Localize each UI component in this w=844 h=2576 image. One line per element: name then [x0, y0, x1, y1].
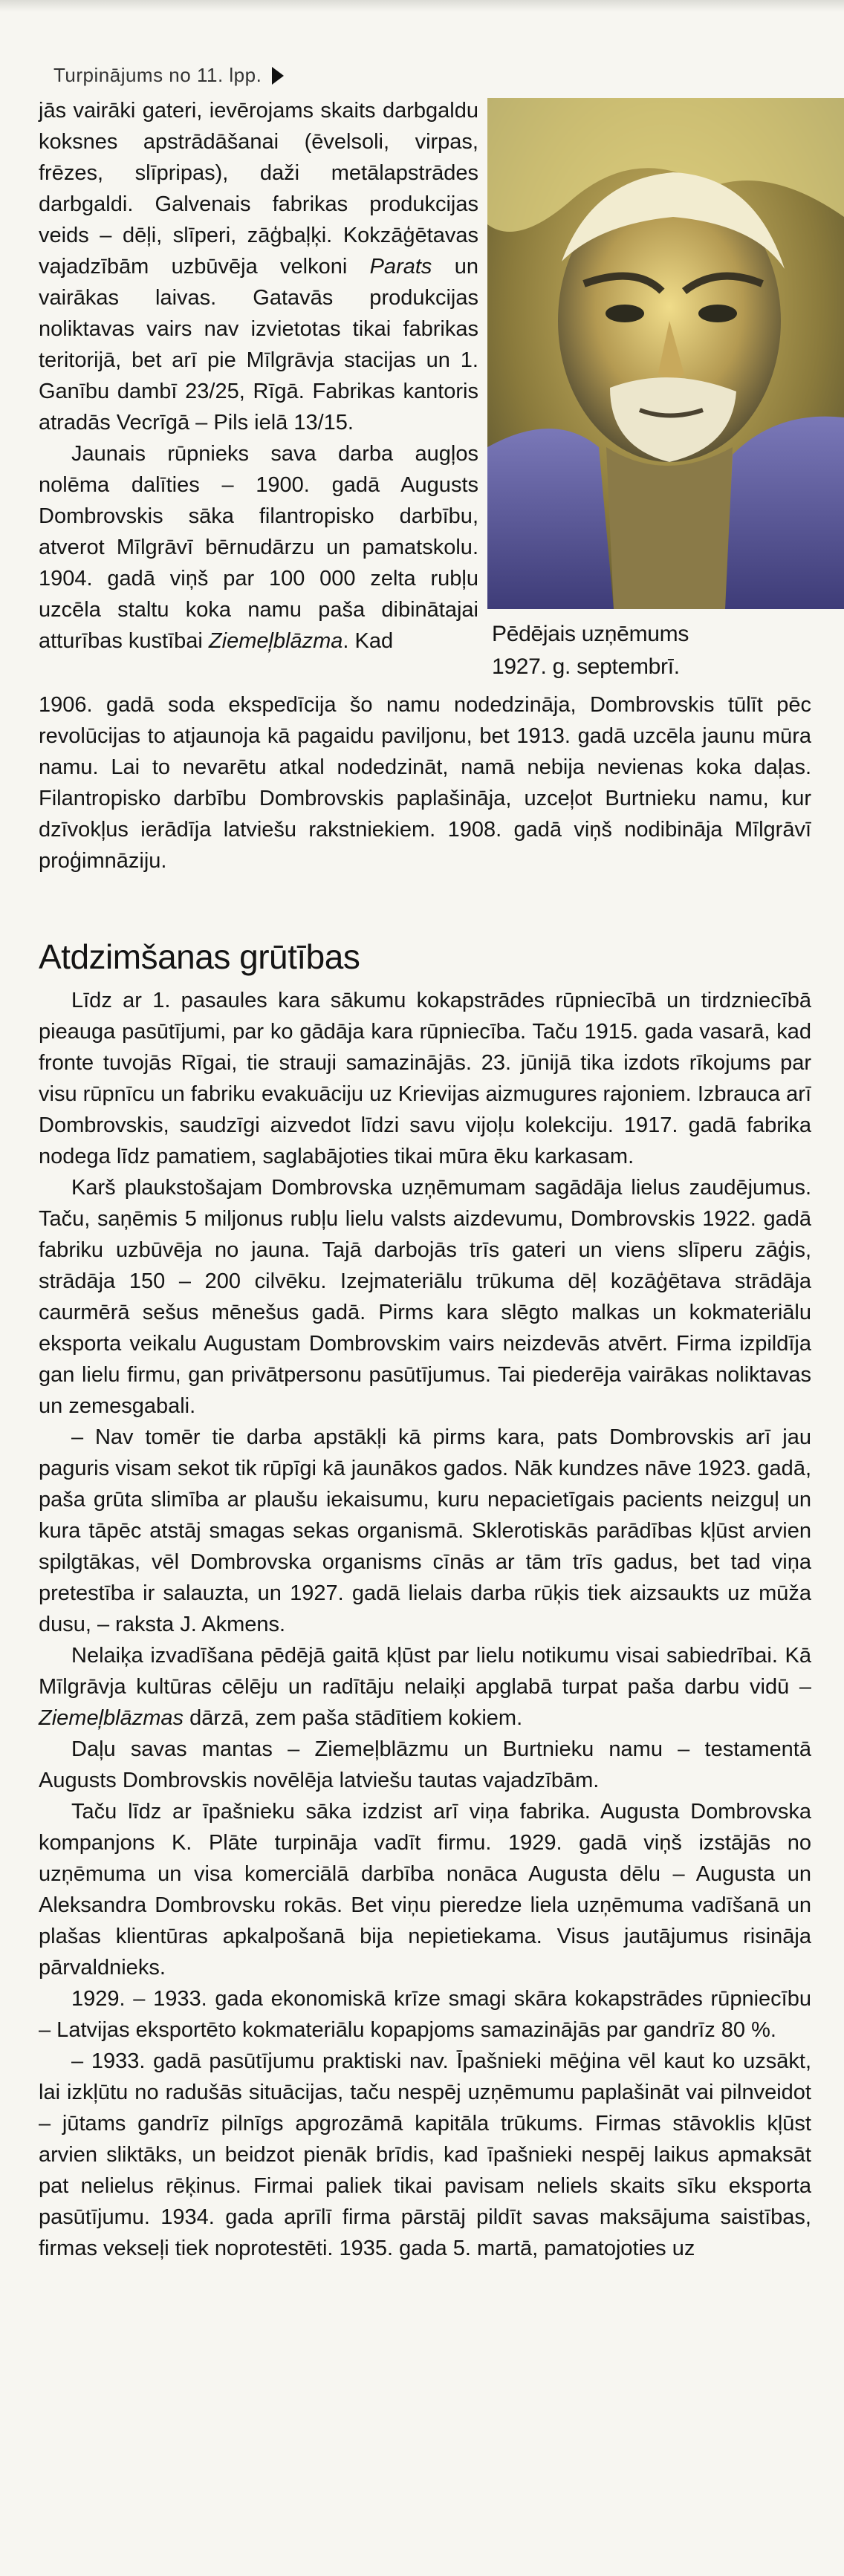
paragraph-text: dārzā, zem paša stādītiem kokiem. — [189, 1706, 523, 1730]
paragraph-text: . Kad — [343, 629, 394, 653]
arrow-right-icon — [272, 67, 284, 85]
paragraph: Karš plaukstošajam Dombrovska uzņēmumam sagādāja lielus zaudējumus. Taču, saņēmis 5 miljonus rubļu lielu valsts aizdevumu, Dombrovskis 1922. gadā fabriku uzbūvēja no jauna. Tajā darbojās trīs gateri un viens slīperu zāģis, strādāja 150 – 200 cilvēku. Izejmateriālu trūkuma dēļ kozāģētava strādāja caurmērā sešus mēnešus gadā. Pirms kara slēgto malkas un kokmateriālu eksporta veikalu Augustam Dombrovskim vairs neizdevās atvērt. Firma izpildīja gan lielu firmu, gan privātpersonu pasūtījumus. Tai piederēja vairākas noliktavas un zemesgabali. — [39, 1176, 811, 1418]
society-name: Ziemeļblāzma — [208, 629, 343, 653]
vessel-name: Parats — [369, 255, 432, 279]
paragraph-text: un vairākas laivas. Gatavās produkcijas noliktavas vairs nav izvietotas tikai fabrikas teritorijā, bet arī pie Mīlgrāvja stacijas un 1. Ganību dambī 23/25, Rīgā. Fabrikas kantoris atradās Vecrīgā – Pils ielā 13/15. — [39, 255, 478, 435]
section-heading: Atdzimšanas grūtības — [39, 937, 360, 976]
paragraph-text: jās vairāki gateri, ievērojams skaits darbgaldu koksnes apstrādāšanai (ēvelsoli, virpas, frēzes, slīpripas), daži metālapstrādes darbgaldi. Galvenais fabrikas produkcijas veids – dēļi, slīperi, zāģbaļķi. Kokzāģētavas vajadzībām uzbūvēja velkoni — [39, 99, 478, 279]
paragraph: – 1933. gadā pasūtījumu praktiski nav. Īpašnieki mēģina vēl kaut ko uzsākt, lai izkļūtu no radušās situācijas, taču nespēj uzņēmumu paplašināt vai pilnveidot – jūtams gandrīz pilnīgs apgrozāmā kapitāla trūkums. Firmas stāvoklis kļūst arvien sliktāks, un beidzot pienāk brīdis, kad īpašnieki nespēj laikus apmaksāt pat nelielus rēķinus. Firmai paliek tikai pavisam neliels skaits sīku eksporta pasūtījumu. 1934. gada aprīlī firma pārstāj pildīt savas maksājuma saistības, firmas vekseļi tiek noprotestēti. 1935. gada 5. martā, pamatojoties uz — [39, 2049, 811, 2260]
caption-line-1: Pēdējais uzņēmums — [492, 622, 689, 646]
paragraph: Daļu savas mantas – Ziemeļblāzmu un Burtnieku namu – testamentā Augusts Dombrovskis novēlēja latviešu tautas vajadzībām. — [39, 1737, 811, 1792]
portrait-icon — [487, 98, 844, 609]
paragraph — [39, 438, 478, 657]
continuation-text: Turpinājums no 11. lpp. — [53, 64, 262, 86]
paragraph — [39, 95, 478, 438]
wide-column-top — [39, 689, 811, 876]
caption-line-2: 1927. g. septembrī. — [492, 654, 680, 679]
paragraph — [39, 1640, 811, 1734]
paragraph-text: Nelaiķa izvadīšana pēdējā gaitā kļūst par lielu notikumu visai sabiedrībai. Kā Mīlgrāvja kultūras cēlēju un radītāju nelaiķi apglabā turpat paša darbu vidū – — [39, 1644, 811, 1699]
paragraph: Līdz ar 1. pasaules kara sākumu kokapstrādes rūpniecībā un tirdzniecībā pieauga pasūtījumi, par ko gādāja kara rūpniecība. Taču 1915. gada vasarā, kad fronte tuvojās Rīgai, tie strauji samazinājās. 23. jūnijā tika izdots rīkojums par visu rūpnīcu un fabriku evakuāciju uz Krievijas aizmugures rajoniem. Izbrauca arī Dombrovskis, saudzīgi aizvedot līdzi savu vijoļu kolekciju. 1917. gadā fabrika nodega līdz pamatiem, saglabājoties tikai mūra ēku karkasam. — [39, 989, 811, 1168]
page-edge-shadow — [0, 0, 844, 12]
continuation-note — [53, 64, 284, 87]
portrait-photo — [487, 98, 844, 609]
paragraph: – Nav tomēr tie darba apstākļi kā pirms kara, pats Dombrovskis arī jau paguris visam sekot tik rūpīgi kā jaunākos gados. Nāk kundzes nāve 1923. gadā, paša grūta slimība ar plaušu iekaisumu, kuru nepacietīgais pacients neizguļ un kura tāpēc atstāj smagas sekas organismā. Sklerotiskās parādības kļūst arvien spilgtākas, vēl Dombrovska organisms cīnās ar tām trīs gadus, bet tad viņa pretestība ir salauzta, un 1927. gadā lielais darba rūķis tiek aizsaukts uz mūža dusu, – raksta J. Akmens. — [39, 1425, 811, 1636]
paragraph-text: Jaunais rūpnieks sava darba augļos nolēma dalīties – 1900. gadā Augusts Dombrovskis sāka filantropisko darbību, atverot Mīlgrāvī bērnudārzu un pamatskolu. 1904. gadā viņš par 100 000 zelta rubļu uzcēla staltu koka namu paša dibinātajai atturības kustībai — [39, 442, 478, 653]
narrow-column — [39, 95, 478, 657]
wide-column-body — [39, 985, 811, 2264]
paragraph: 1929. – 1933. gada ekonomiskā krīze smagi skāra kokapstrādes rūpniecību – Latvijas eksportēto kokmateriālu kopapjoms samazinājās par gandrīz 80 %. — [39, 1987, 811, 2042]
paragraph: Taču līdz ar īpašnieku sāka izdzist arī viņa fabrika. Augusta Dombrovska kompanjons K. Plāte turpināja vadīt firmu. 1929. gadā viņš izstājās no uzņēmuma un visa komerciālā darbība nonāca Augusta dēlu – Augusta un Aleksandra Dombrovsku rokās. Bet viņu pieredze liela uzņēmuma vadīšanā un plašas klientūras apkalpošanā bija nepietiekama. Visus jautājumus risināja pārvaldnieks. — [39, 1800, 811, 1980]
garden-name: Ziemeļblāzmas — [39, 1706, 184, 1730]
paragraph: 1906. gadā soda ekspedīcija šo namu nodedzināja, Dombrovskis tūlīt pēc revolūcijas to atjaunoja kā pagaidu paviljonu, bet 1913. gadā uzcēla jaunu mūra namu. Lai to nevarētu atkal nodedzināt, namā nebija nevienas koka daļas. Filantropisko darbību Dombrovskis paplašināja, uzceļot Burtnieku namu, kur dzīvokļus ierādīja latviešu rakstniekiem. 1908. gadā viņš nodibināja Mīlgrāvī proģimnāziju. — [39, 693, 811, 873]
photo-caption — [492, 618, 804, 683]
